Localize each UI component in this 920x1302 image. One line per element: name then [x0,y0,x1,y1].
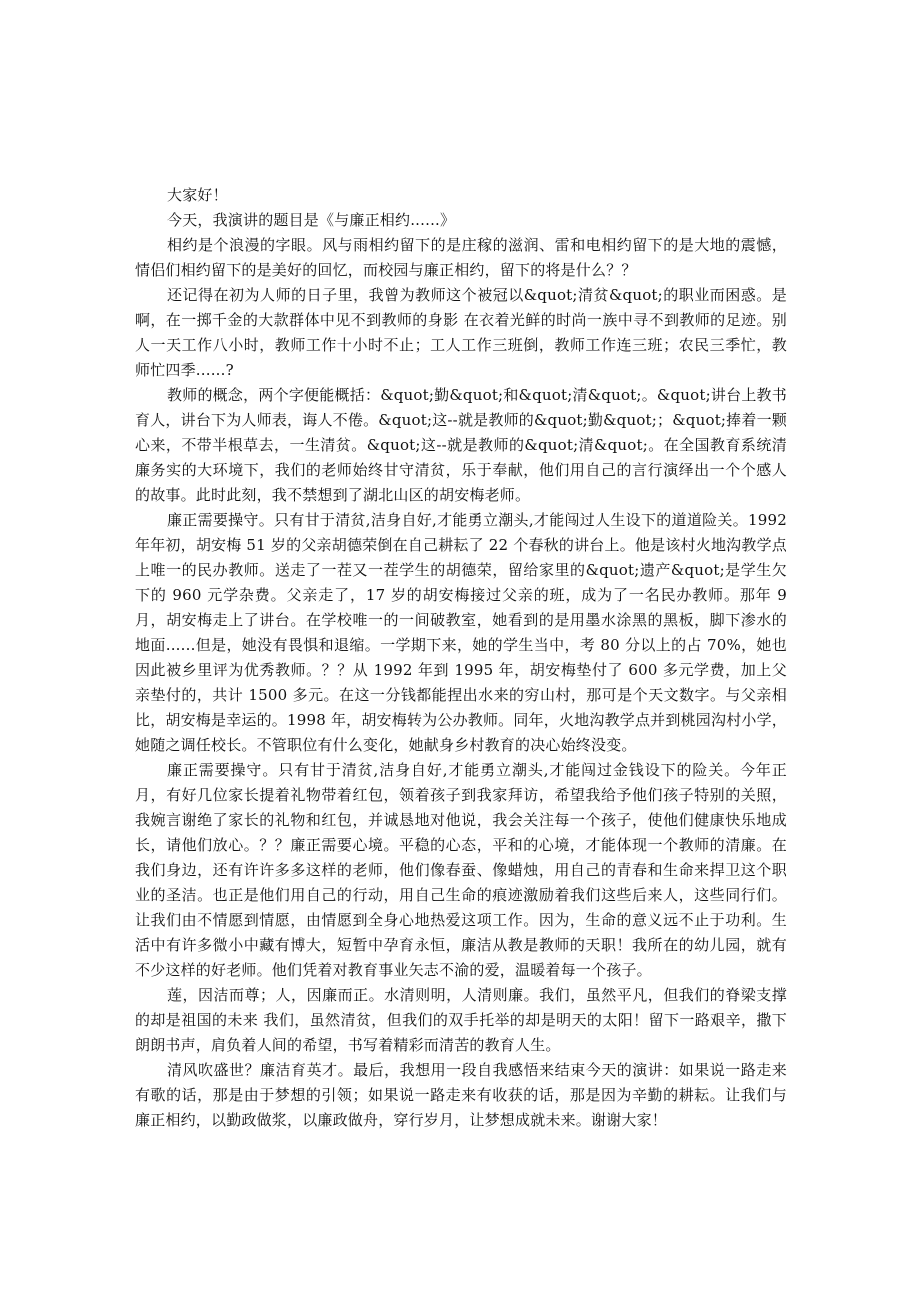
body-paragraph-6: 莲，因洁而尊；人，因廉而正。水清则明，人清则廉。我们，虽然平凡，但我们的脊梁支撑的却是祖国的未来 我们，虽然清贫，但我们的双手托举的却是明天的太阳！留下一路艰辛，撒下朗朗书声，肩负着人间的希望，书写着精彩而清苦的教育人生。 [135,986,787,1054]
body-paragraph-5: 廉正需要操守。只有甘于清贫,洁身自好,才能勇立潮头,才能闯过金钱设下的险关。今年正月，有好几位家长提着礼物带着红包，领着孩子到我家拜访，希望我给予他们孩子特别的关照，我婉言谢绝了家长的礼物和红包，并诚恳地对他说，我会关注每一个孩子，使他们健康快乐地成长，请他们放心。？？廉正需要心境。平稳的心态，平和的心境，才能体现一个教师的清廉。在我们身边，还有许许多多这样的老师，他们像春蚕、像蜡烛，用自己的青春和生命来捍卫这个职业的圣洁。也正是他们用自己的行动，用自己生命的痕迹激励着我们这些后来人，这些同行们。让我们由不情愿到情愿，由情愿到全身心地热爱这项工作。因为，生命的意义远不止于功利。生活中有许多微小中藏有博大，短暂中孕育永恒，廉洁从教是教师的天职！我所在的幼儿园，就有不少这样的好老师。他们凭着对教育事业矢志不渝的爱，温暖着每一个孩子。 [135,761,787,979]
body-paragraph-3: 教师的概念，两个字便能概括：&quot;勤&quot;和&quot;清&quot;。&quot;讲台上教书育人，讲台下为人师表，诲人不倦。&quot;这--就是教师的&quot;勤&quot;；&quot;捧着一颗心来，不带半根草去，一生清贫。&quot;这--就是教师的&quot;清&quot;。在全国教育系统清廉务实的大环境下，我们的老师始终甘守清贫，乐于奉献，他们用自己的言行演绎出一个个感人的故事。此时此刻，我不禁想到了湖北山区的胡安梅老师。 [135,386,787,504]
body-paragraph-4: 廉正需要操守。只有甘于清贫,洁身自好,才能勇立潮头,才能闯过人生设下的道道险关。1992 年年初，胡安梅 51 岁的父亲胡德荣倒在自己耕耘了 22 个春秋的讲台上。他是该村火地沟教学点上唯一的民办教师。送走了一茬又一茬学生的胡德荣，留给家里的&quot;遗产&quot;是学生欠下的 960 元学杂费。父亲走了，17 岁的胡安梅接过父亲的班，成为了一名民办教师。那年 9 月，胡安梅走上了讲台。在学校唯一的一间破教室，她看到的是用墨水涂黑的黑板，脚下渗水的地面......但是，她没有畏惧和退缩。一学期下来，她的学生当中，考 80 分以上的占 70%，她也因此被乡里评为优秀教师。？？从 1992 年到 1995 年，胡安梅垫付了 600 多元学费，加上父亲垫付的，共计 1500 多元。在这一分钱都能捏出水来的穷山村，那可是个天文数字。与父亲相比，胡安梅是幸运的。1998 年，胡安梅转为公办教师。同年，火地沟教学点并到桃园沟村小学，她随之调任校长。不管职位有什么变化，她献身乡村教育的决心始终没变。 [135,511,787,754]
greeting-paragraph: 大家好！ [167,186,228,204]
body-paragraph-1: 相约是个浪漫的字眼。风与雨相约留下的是庄稼的滋润、雷和电相约留下的是大地的震憾，情侣们相约留下的是美好的回忆，而校园与廉正相约，留下的将是什么？？ [135,236,787,279]
document-body [135,183,787,1133]
body-paragraph-2: 还记得在初为人师的日子里，我曾为教师这个被冠以&quot;清贫&quot;的职业而困惑。是啊，在一掷千金的大款群体中见不到教师的身影 在衣着光鲜的时尚一族中寻不到教师的足迹。别人一天工作八小时，教师工作十小时不止；工人工作三班倒，教师工作连三班；农民三季忙，教师忙四季......? [135,286,787,379]
closing-paragraph: 清风吹盛世？廉洁育英才。最后，我想用一段自我感悟来结束今天的演讲：如果说一路走来有歌的话，那是由于梦想的引领；如果说一路走来有收获的话，那是因为辛勤的耕耘。让我们与廉正相约，以勤政做浆，以廉政做舟，穿行岁月，让梦想成就未来。谢谢大家！ [135,1061,787,1129]
speech-title-paragraph: 今天，我演讲的题目是《与廉正相约......》 [167,211,456,229]
